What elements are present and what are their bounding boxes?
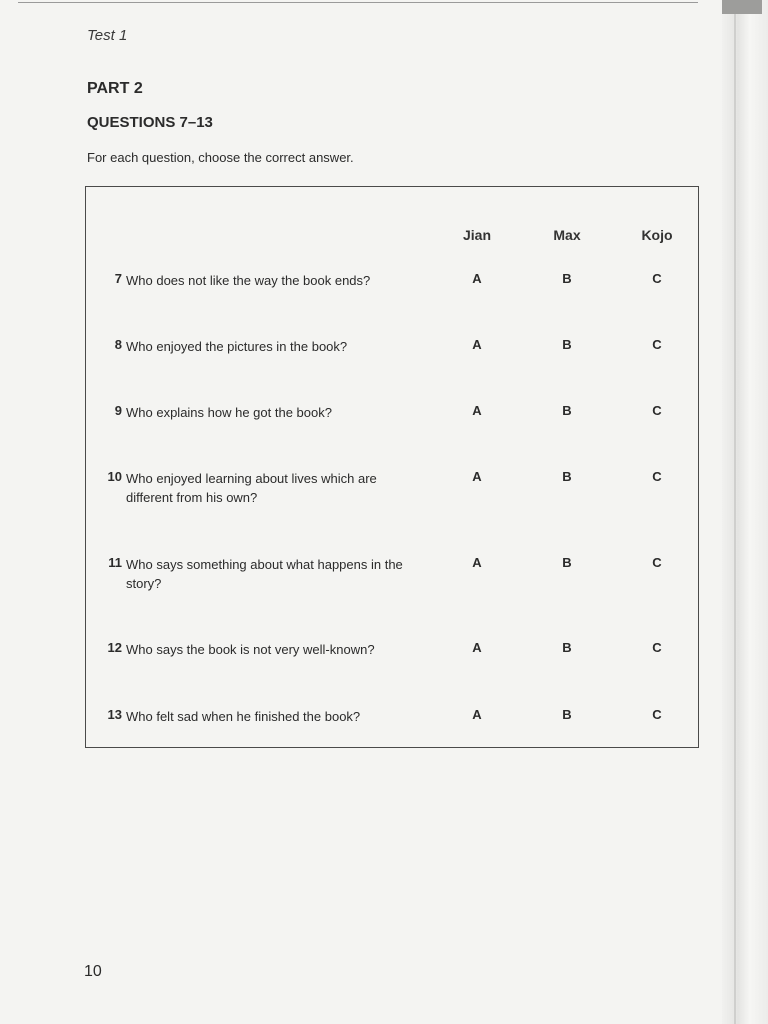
top-rule — [18, 2, 698, 3]
question-text: Who felt sad when he finished the book? — [126, 709, 361, 724]
test-label: Test 1 — [87, 27, 128, 44]
questions-table — [85, 186, 699, 748]
option-b[interactable]: B — [562, 271, 572, 286]
option-c[interactable]: C — [652, 707, 662, 722]
question-text: Who does not like the way the book ends? — [126, 273, 371, 288]
question-number: 10 — [107, 469, 122, 484]
question-number: 9 — [114, 403, 122, 418]
question-number: 7 — [114, 271, 122, 286]
option-c[interactable]: C — [652, 403, 662, 418]
column-header-jian: Jian — [462, 227, 492, 243]
option-b[interactable]: B — [562, 469, 572, 484]
option-b[interactable]: B — [562, 337, 572, 352]
option-c[interactable]: C — [652, 337, 662, 352]
option-b[interactable]: B — [562, 707, 572, 722]
option-a[interactable]: A — [472, 469, 482, 484]
question-text: Who enjoyed the pictures in the book? — [126, 339, 348, 354]
question-text: Who says something about what happens in the story? — [126, 557, 403, 591]
column-header-kojo: Kojo — [641, 227, 673, 243]
instruction: For each question, choose the correct answer. — [87, 150, 354, 165]
option-b[interactable]: B — [562, 403, 572, 418]
option-a[interactable]: A — [472, 271, 482, 286]
option-c[interactable]: C — [652, 469, 662, 484]
page-binding-edge — [722, 0, 768, 1024]
option-a[interactable]: A — [472, 555, 482, 570]
question-number: 11 — [108, 555, 122, 570]
option-a[interactable]: A — [472, 403, 482, 418]
option-a[interactable]: A — [472, 640, 482, 655]
page-number: 10 — [84, 963, 102, 980]
question-number: 8 — [114, 337, 122, 352]
questions-title: QUESTIONS 7–13 — [87, 114, 213, 131]
option-c[interactable]: C — [652, 555, 662, 570]
option-a[interactable]: A — [472, 707, 482, 722]
option-b[interactable]: B — [562, 555, 572, 570]
question-text: Who explains how he got the book? — [126, 405, 332, 420]
option-a[interactable]: A — [472, 337, 482, 352]
question-text: Who enjoyed learning about lives which are different from his own? — [126, 471, 377, 505]
part-title: PART 2 — [87, 80, 143, 97]
column-header-max: Max — [553, 227, 581, 243]
question-number: 12 — [107, 640, 122, 655]
option-c[interactable]: C — [652, 271, 662, 286]
question-number: 13 — [107, 707, 122, 722]
option-b[interactable]: B — [562, 640, 572, 655]
option-c[interactable]: C — [652, 640, 662, 655]
question-text: Who says the book is not very well-known? — [126, 642, 375, 657]
